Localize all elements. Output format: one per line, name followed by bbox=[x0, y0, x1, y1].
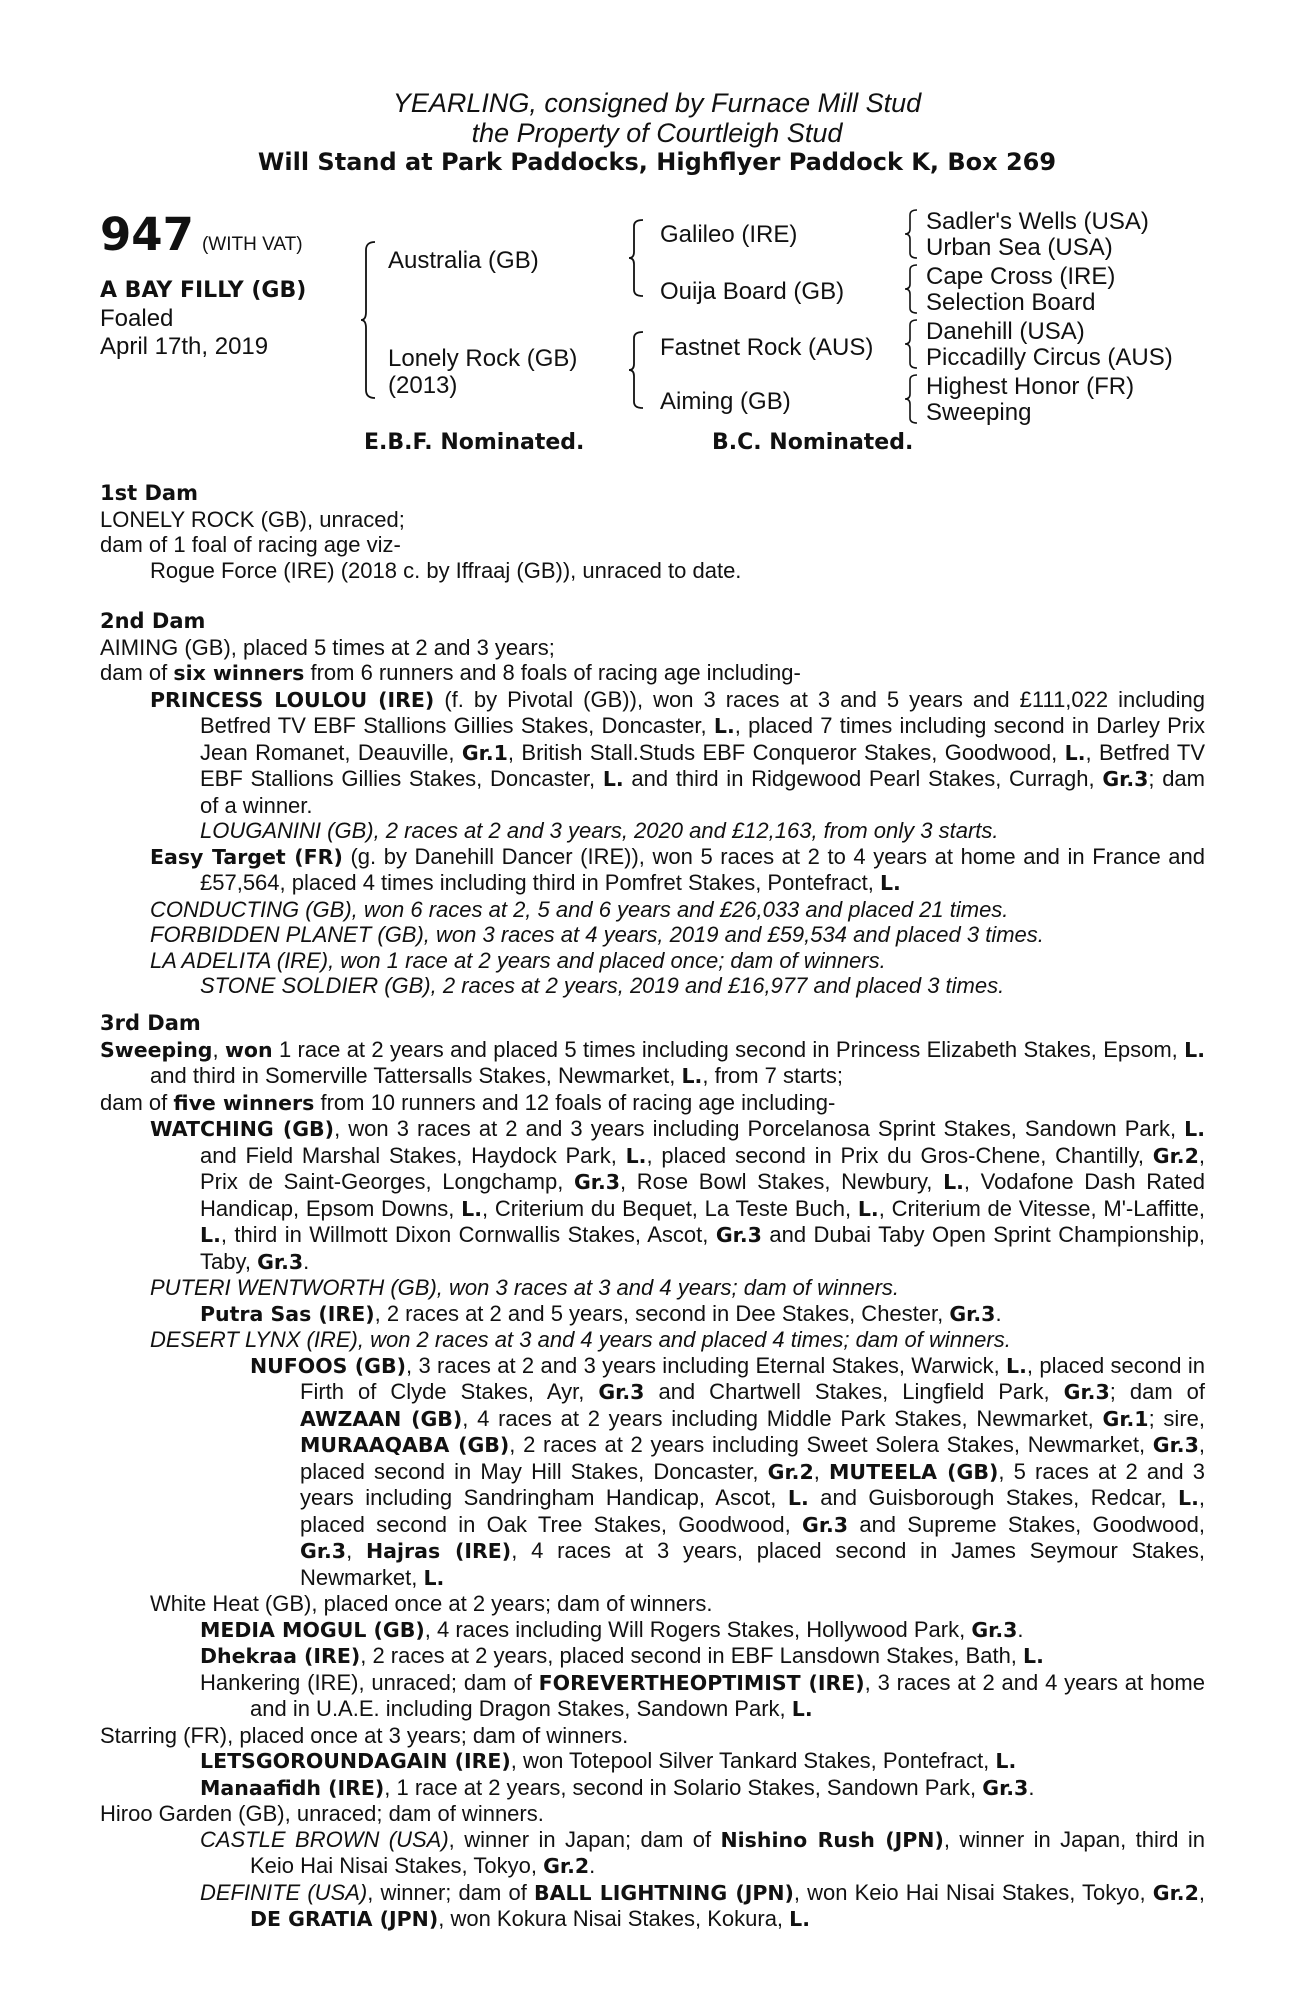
entry-putra-sas: Putra Sas (IRE), 2 races at 2 and 5 years, second in Dee Stakes, Chester, Gr.3. bbox=[200, 1300, 1002, 1326]
second-dam-intro: AIMING (GB), placed 5 times at 2 and 3 years; bbox=[100, 634, 555, 660]
entry-starring: Starring (FR), placed once at 3 years; dam of winners. bbox=[100, 1722, 629, 1748]
dam-dam-sire: Highest Honor (FR) bbox=[926, 373, 1135, 400]
lot-name: A BAY FILLY (GB) bbox=[100, 278, 307, 303]
pedigree-brace-3d bbox=[904, 373, 920, 425]
pedigree-brace-2a bbox=[628, 218, 648, 298]
entry-white-heat: White Heat (GB), placed once at 2 years; dam of winners. bbox=[150, 1591, 713, 1616]
third-dam-section bbox=[100, 1011, 1205, 1933]
third-dam-produce-summary: dam of five winners from 10 runners and 12 foals of racing age including- bbox=[100, 1089, 836, 1115]
pedigree-brace-3a bbox=[904, 208, 920, 260]
ebf-nominated: E.B.F. Nominated. bbox=[364, 430, 585, 455]
stand-location-line: Will Stand at Park Paddocks, Highflyer Paddock K, Box 269 bbox=[257, 148, 1057, 176]
pedigree-brace-1 bbox=[360, 240, 380, 400]
entry-letsgoroundagain: LETSGOROUNDAGAIN (IRE), won Totepool Silver Tankard Stakes, Pontefract, L. bbox=[200, 1748, 1017, 1773]
sire-sire: Galileo (IRE) bbox=[660, 221, 798, 248]
sire-sire-dam: Urban Sea (USA) bbox=[926, 234, 1113, 261]
entry-la-adelita: LA ADELITA (IRE), won 1 race at 2 years and placed once; dam of winners. bbox=[150, 947, 886, 973]
pedigree-brace-2b bbox=[628, 330, 648, 410]
dam-sire-dam: Piccadilly Circus (AUS) bbox=[926, 344, 1173, 371]
entry-hiroo-garden: Hiroo Garden (GB), unraced; dam of winners. bbox=[100, 1801, 544, 1826]
sire-dam: Ouija Board (GB) bbox=[660, 278, 845, 305]
lot-number: 947 bbox=[100, 208, 194, 261]
pedigree-brace-3c bbox=[904, 318, 920, 370]
entry-princess-loulou: PRINCESS LOULOU (IRE) (f. by Pivotal (GB)), won 3 races at 3 and 5 years and £111,022 including Betfred TV EBF Stallions Gillies Stakes, Doncaster, L., placed 7 times including second in Darley Prix Jean Romanet, Deauville, Gr.1, British Stall.Studs EBF Conqueror Stakes, Goodwood, L., Betfred TV EBF Stallions Gillies Stakes, Doncaster, L. and third in Ridgewood Pearl Stakes, Curragh, Gr.3; dam of a winner. bbox=[150, 686, 1206, 818]
entry-louganini: LOUGANINI (GB), 2 races at 2 and 3 years, 2020 and £12,163, from only 3 starts. bbox=[200, 818, 999, 843]
entry-castle-brown: CASTLE BROWN (USA), winner in Japan; dam of Nishino Rush (JPN), winner in Japan, third in Keio Hai Nisai Stakes, Tokyo, Gr.2. bbox=[200, 1826, 1206, 1878]
sire-sire-sire: Sadler's Wells (USA) bbox=[926, 208, 1149, 235]
consignor-line: YEARLING, consigned by Furnace Mill Stud bbox=[392, 88, 922, 118]
dam-sire-sire: Danehill (USA) bbox=[926, 318, 1085, 345]
foaled-date: April 17th, 2019 bbox=[100, 333, 269, 360]
third-dam-heading: 3rd Dam bbox=[100, 1011, 201, 1035]
entry-manaafidh: Manaafidh (IRE), 1 race at 2 years, second in Solario Stakes, Sandown Park, Gr.3. bbox=[200, 1774, 1035, 1800]
first-dam-foal-1: Rogue Force (IRE) (2018 c. by Iffraaj (GB)), unraced to date. bbox=[150, 557, 742, 583]
sire-dam-sire: Cape Cross (IRE) bbox=[926, 263, 1116, 290]
dam-dam: Aiming (GB) bbox=[660, 388, 791, 415]
entry-easy-target: Easy Target (FR) (g. by Danehill Dancer (IRE)), won 5 races at 2 to 4 years at home and in France and £57,564, placed 4 times including third in Pomfret Stakes, Pontefract, L. bbox=[150, 843, 1205, 895]
lot-number-row bbox=[100, 210, 303, 270]
entry-media-mogul: MEDIA MOGUL (GB), 4 races including Will Rogers Stakes, Hollywood Park, Gr.3. bbox=[200, 1616, 1024, 1642]
entry-sweeping: Sweeping, won 1 race at 2 years and placed 5 times including second in Princess Elizabeth Stakes, Epsom, L. and third in Somerville Tattersalls Stakes, Newmarket, L., from 7 starts; bbox=[100, 1036, 1206, 1088]
sire-dam-dam: Selection Board bbox=[926, 289, 1096, 316]
entry-watching: WATCHING (GB), won 3 races at 2 and 3 years including Porcelanosa Sprint Stakes, Sandown Park, L. and Field Marshal Stakes, Haydock Park, L., placed second in Prix du Gros-Chene, Chantilly, Gr.2, Prix de Saint-Georges, Longchamp, Gr.3, Rose Bowl Stakes, Newbury, L., Vodafone Dash Rated Handicap, Epsom Downs, L., Criterium du Bequet, La Teste Buch, L., Criterium de Vitesse, M'-Laffitte, L., third in Willmott Dixon Cornwallis Stakes, Ascot, Gr.3 and Dubai Taby Open Sprint Championship, Taby, Gr.3. bbox=[150, 1116, 1206, 1274]
entry-desert-lynx: DESERT LYNX (IRE), won 2 races at 3 and 4 years and placed 4 times; dam of winners. bbox=[150, 1327, 1011, 1352]
first-dam-section bbox=[100, 481, 1205, 583]
dam-dam-dam: Sweeping bbox=[926, 399, 1032, 426]
pedigree-brace-3b bbox=[904, 263, 920, 315]
entry-dhekraa: Dhekraa (IRE), 2 races at 2 years, placed second in EBF Lansdown Stakes, Bath, L. bbox=[200, 1643, 1044, 1668]
second-dam-heading: 2nd Dam bbox=[100, 609, 206, 633]
entry-stone-soldier: STONE SOLDIER (GB), 2 races at 2 years, 2019 and £16,977 and placed 3 times. bbox=[200, 973, 1005, 998]
first-dam-heading: 1st Dam bbox=[100, 481, 198, 505]
foaled-label: Foaled bbox=[100, 305, 174, 332]
entry-puteri-wentworth: PUTERI WENTWORTH (GB), won 3 races at 3 and 4 years; dam of winners. bbox=[150, 1275, 900, 1300]
dam-sire: Fastnet Rock (AUS) bbox=[660, 334, 874, 361]
entry-hankering: Hankering (IRE), unraced; dam of FOREVERTHEOPTIMIST (IRE), 3 races at 2 and 4 years at home and in U.A.E. including Dragon Stakes, Sandown Park, L. bbox=[200, 1669, 1205, 1721]
first-dam-line-1: LONELY ROCK (GB), unraced; bbox=[100, 506, 405, 532]
dam-year: (2013) bbox=[388, 372, 458, 399]
entry-definite: DEFINITE (USA), winner; dam of BALL LIGHTNING (JPN), won Keio Hai Nisai Stakes, Tokyo, Gr.2, DE GRATIA (JPN), won Kokura Nisai Stakes, Kokura, L. bbox=[200, 1879, 1205, 1931]
entry-conducting: CONDUCTING (GB), won 6 races at 2, 5 and 6 years and £26,033 and placed 21 times. bbox=[150, 896, 1009, 922]
entry-nufoos: NUFOOS (GB), 3 races at 2 and 3 years including Eternal Stakes, Warwick, L., placed second in Firth of Clyde Stakes, Ayr, Gr.3 and Chartwell Stakes, Lingfield Park, Gr.3; dam of AWZAAN (GB), 4 races at 2 years including Middle Park Stakes, Newmarket, Gr.1; sire, MURAAQABA (GB), 2 races at 2 years including Sweet Solera Stakes, Newmarket, Gr.3, placed second in May Hill Stakes, Doncaster, Gr.2, MUTEELA (GB), 5 races at 2 and 3 years including Sandringham Handicap, Ascot, L. and Guisborough Stakes, Redcar, L., placed second in Oak Tree Stakes, Goodwood, Gr.3 and Supreme Stakes, Goodwood, Gr.3, Hajras (IRE), 4 races at 3 years, placed second in James Seymour Stakes, Newmarket, L. bbox=[250, 1352, 1206, 1590]
first-dam-line-2: dam of 1 foal of racing age viz- bbox=[100, 532, 401, 557]
entry-forbidden-planet: FORBIDDEN PLANET (GB), won 3 races at 4 years, 2019 and £59,534 and placed 3 times. bbox=[150, 922, 1044, 947]
bc-nominated: B.C. Nominated. bbox=[712, 430, 914, 455]
second-dam-produce-summary: dam of six winners from 6 runners and 8 foals of racing age including- bbox=[100, 660, 801, 685]
dam: Lonely Rock (GB) bbox=[388, 345, 578, 372]
sire: Australia (GB) bbox=[388, 247, 539, 274]
vat-label: (WITH VAT) bbox=[201, 234, 303, 255]
second-dam-section bbox=[100, 609, 1205, 999]
property-line: the Property of Courtleigh Stud bbox=[471, 118, 843, 148]
